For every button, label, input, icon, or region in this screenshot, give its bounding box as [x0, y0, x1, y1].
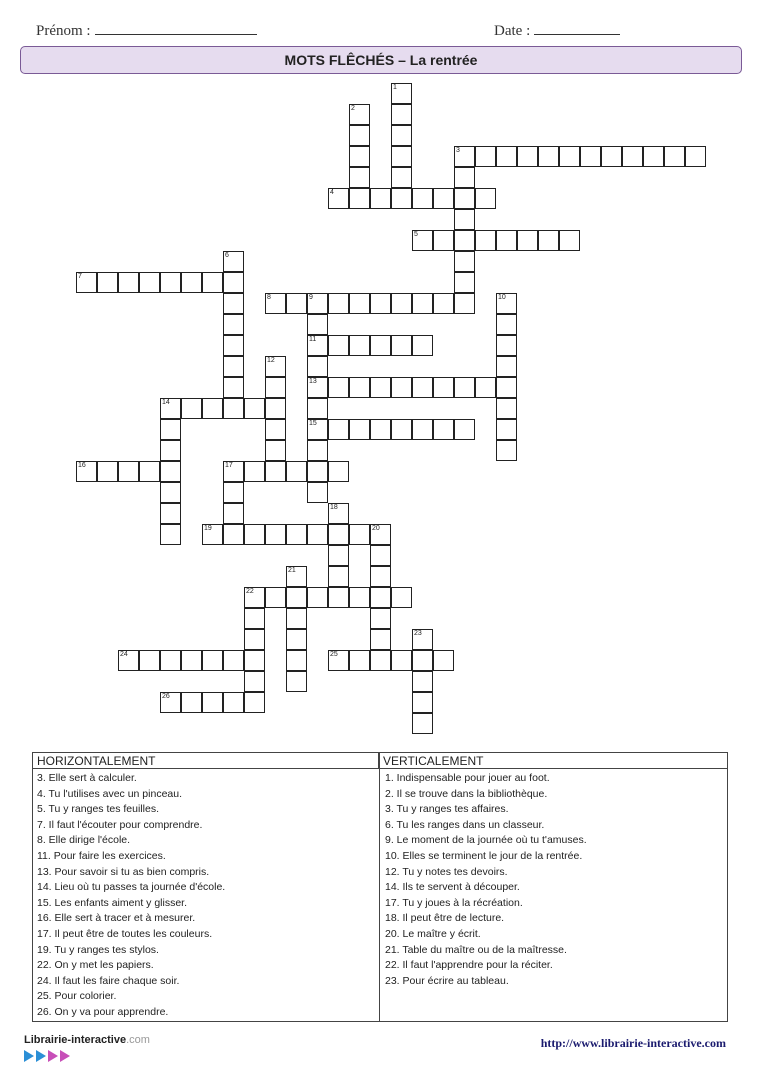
crossword-cell[interactable]	[265, 293, 286, 314]
crossword-cell[interactable]	[349, 335, 370, 356]
crossword-cell[interactable]	[412, 188, 433, 209]
crossword-cell[interactable]	[349, 104, 370, 125]
crossword-cell[interactable]	[307, 524, 328, 545]
crossword-cell[interactable]	[601, 146, 622, 167]
page-title: MOTS FLÊCHÉS – La rentrée	[20, 46, 742, 74]
crossword-cell[interactable]	[328, 566, 349, 587]
crossword-cell[interactable]	[370, 650, 391, 671]
crossword-cell[interactable]	[349, 188, 370, 209]
horizontal-clue: 25. Pour colorier.	[37, 990, 117, 1003]
vertical-clue: 21. Table du maître ou de la maîtresse.	[385, 943, 567, 956]
crossword-cell[interactable]	[97, 272, 118, 293]
crossword-cell[interactable]	[454, 188, 475, 209]
horizontal-clue: 4. Tu l'utilises avec un pinceau.	[37, 787, 183, 800]
crossword-cell[interactable]	[223, 293, 244, 314]
crossword-cell[interactable]	[328, 650, 349, 671]
clue-number: 1	[393, 84, 397, 91]
crossword-cell[interactable]	[202, 650, 223, 671]
clue-number: 5	[414, 231, 418, 238]
crossword-cell[interactable]	[391, 125, 412, 146]
crossword-cell[interactable]	[160, 461, 181, 482]
crossword-cell[interactable]	[160, 650, 181, 671]
crossword-cell[interactable]	[496, 419, 517, 440]
crossword-cell[interactable]	[160, 272, 181, 293]
crossword-cell[interactable]	[391, 188, 412, 209]
crossword-cell[interactable]	[580, 146, 601, 167]
vertical-clue: 14. Ils te servent à découper.	[385, 881, 520, 894]
horizontal-clue: 3. Elle sert à calculer.	[37, 772, 137, 784]
crossword-cell[interactable]	[223, 461, 244, 482]
crossword-cell[interactable]	[475, 230, 496, 251]
crossword-cell[interactable]	[349, 377, 370, 398]
crossword-cell[interactable]	[496, 398, 517, 419]
crossword-cell[interactable]	[160, 419, 181, 440]
crossword-cell[interactable]	[412, 293, 433, 314]
vertical-clue: 10. Elles se terminent le jour de la rentrée.	[385, 849, 583, 862]
vertical-clue: 23. Pour écrire au tableau.	[385, 974, 509, 987]
crossword-cell[interactable]	[370, 545, 391, 566]
horizontal-clue: 17. Il peut être de toutes les couleurs.	[37, 927, 213, 940]
vertical-clue: 3. Tu y ranges tes affaires.	[385, 803, 509, 816]
brand-logo	[24, 1034, 150, 1046]
crossword-cell[interactable]	[391, 419, 412, 440]
crossword-cell[interactable]	[307, 461, 328, 482]
crossword-cell[interactable]	[391, 146, 412, 167]
crossword-cell[interactable]	[244, 608, 265, 629]
crossword-cell[interactable]	[286, 461, 307, 482]
crossword-cell[interactable]	[412, 713, 433, 734]
crossword-cell[interactable]	[286, 293, 307, 314]
crossword-cell[interactable]	[265, 419, 286, 440]
crossword-cell[interactable]	[370, 419, 391, 440]
crossword-cell[interactable]	[370, 524, 391, 545]
crossword-cell[interactable]	[370, 188, 391, 209]
crossword-cell[interactable]	[496, 440, 517, 461]
clue-number: 9	[309, 294, 313, 301]
crossword-cell[interactable]	[181, 272, 202, 293]
crossword-cell[interactable]	[202, 272, 223, 293]
crossword-cell[interactable]	[328, 377, 349, 398]
crossword-cell[interactable]	[370, 608, 391, 629]
crossword-cell[interactable]	[496, 230, 517, 251]
crossword-cell[interactable]	[328, 524, 349, 545]
crossword-cell[interactable]	[139, 272, 160, 293]
crossword-cell[interactable]	[244, 524, 265, 545]
crossword-cell[interactable]	[328, 587, 349, 608]
clue-number: 10	[498, 294, 506, 301]
date-label: Date :	[494, 23, 531, 39]
crossword-cell[interactable]	[349, 524, 370, 545]
horizontal-clue: 7. Il faut l'écouter pour comprendre.	[37, 818, 203, 831]
crossword-cell[interactable]	[370, 335, 391, 356]
crossword-cell[interactable]	[223, 377, 244, 398]
clues-table	[32, 752, 728, 1022]
crossword-cell[interactable]	[286, 566, 307, 587]
crossword-cell[interactable]	[328, 461, 349, 482]
horizontal-clue: 11. Pour faire les exercices.	[37, 849, 166, 862]
horizontal-clue: 26. On y va pour apprendre.	[37, 1005, 169, 1018]
crossword-cell[interactable]	[433, 419, 454, 440]
horizontal-clue: 13. Pour savoir si tu as bien compris.	[37, 865, 210, 878]
crossword-cell[interactable]	[160, 398, 181, 419]
clue-number: 21	[288, 567, 296, 574]
crossword-cell[interactable]	[391, 104, 412, 125]
crossword-cell[interactable]	[307, 482, 328, 503]
crossword-cell[interactable]	[517, 146, 538, 167]
crossword-cell[interactable]	[412, 650, 433, 671]
horizontal-clues-header: HORIZONTALEMENT	[33, 753, 379, 769]
crossword-cell[interactable]	[475, 146, 496, 167]
crossword-cell[interactable]	[433, 377, 454, 398]
clue-number: 18	[330, 504, 338, 511]
horizontal-clue: 22. On y met les papiers.	[37, 959, 154, 972]
crossword-cell[interactable]	[244, 692, 265, 713]
crossword-cell[interactable]	[244, 461, 265, 482]
crossword-cell[interactable]	[139, 461, 160, 482]
crossword-cell[interactable]	[160, 482, 181, 503]
crossword-cell[interactable]	[391, 335, 412, 356]
crossword-cell[interactable]	[475, 188, 496, 209]
clue-number: 3	[456, 147, 460, 154]
crossword-cell[interactable]	[286, 629, 307, 650]
clue-number: 20	[372, 525, 380, 532]
horizontal-clue: 24. Il faut les faire chaque soir.	[37, 974, 180, 987]
crossword-cell[interactable]	[370, 566, 391, 587]
crossword-cell[interactable]	[223, 272, 244, 293]
crossword-cell[interactable]	[202, 524, 223, 545]
crossword-cell[interactable]	[307, 335, 328, 356]
horizontal-clue: 19. Tu y ranges tes stylos.	[37, 943, 159, 956]
clue-number: 4	[330, 189, 334, 196]
crossword-cell[interactable]	[496, 293, 517, 314]
horizontal-clue: 15. Les enfants aiment y glisser.	[37, 896, 187, 909]
crossword-cell[interactable]	[370, 587, 391, 608]
clue-number: 22	[246, 588, 254, 595]
crossword-cell[interactable]	[328, 335, 349, 356]
crossword-cell[interactable]	[391, 83, 412, 104]
crossword-cell[interactable]	[349, 146, 370, 167]
crossword-cell[interactable]	[454, 377, 475, 398]
clue-number: 12	[267, 357, 275, 364]
clue-number: 6	[225, 252, 229, 259]
crossword-cell[interactable]	[370, 629, 391, 650]
crossword-cell[interactable]	[454, 146, 475, 167]
clue-number: 13	[309, 378, 317, 385]
crossword-cell[interactable]	[454, 167, 475, 188]
crossword-cell[interactable]	[160, 692, 181, 713]
crossword-cell[interactable]	[454, 251, 475, 272]
crossword-cell[interactable]	[97, 461, 118, 482]
crossword-cell[interactable]	[685, 146, 706, 167]
crossword-cell[interactable]	[76, 272, 97, 293]
clue-number: 24	[120, 651, 128, 658]
crossword-cell[interactable]	[496, 314, 517, 335]
crossword-cell[interactable]	[307, 377, 328, 398]
vertical-clue: 18. Il peut être de lecture.	[385, 912, 505, 925]
crossword-cell[interactable]	[328, 188, 349, 209]
crossword-cell[interactable]	[454, 272, 475, 293]
crossword-cell[interactable]	[286, 524, 307, 545]
crossword-cell[interactable]	[223, 251, 244, 272]
crossword-cell[interactable]	[244, 650, 265, 671]
crossword-cell[interactable]	[454, 230, 475, 251]
crossword-cell[interactable]	[181, 650, 202, 671]
crossword-cell[interactable]	[328, 545, 349, 566]
crossword-cell[interactable]	[664, 146, 685, 167]
crossword-cell[interactable]	[265, 356, 286, 377]
crossword-cell[interactable]	[223, 503, 244, 524]
crossword-cell[interactable]	[559, 146, 580, 167]
crossword-cell[interactable]	[433, 230, 454, 251]
clue-number: 17	[225, 462, 233, 469]
crossword-cell[interactable]	[412, 230, 433, 251]
crossword-cell[interactable]	[433, 293, 454, 314]
crossword-cell[interactable]	[265, 524, 286, 545]
vertical-clue: 20. Le maître y écrit.	[385, 927, 481, 940]
horizontal-clue: 16. Elle sert à tracer et à mesurer.	[37, 912, 196, 925]
vertical-clue: 9. Le moment de la journée où tu t'amuses.	[385, 834, 587, 847]
crossword-cell[interactable]	[307, 293, 328, 314]
crossword-cell[interactable]	[160, 524, 181, 545]
clue-number: 8	[267, 294, 271, 301]
crossword-cell[interactable]	[433, 650, 454, 671]
crossword-cell[interactable]	[223, 692, 244, 713]
crossword-cell[interactable]	[454, 293, 475, 314]
clue-number: 26	[162, 693, 170, 700]
crossword-cell[interactable]	[412, 335, 433, 356]
crossword-cell[interactable]	[391, 587, 412, 608]
crossword-cell[interactable]	[139, 650, 160, 671]
crossword-cell[interactable]	[496, 356, 517, 377]
crossword-cell[interactable]	[118, 272, 139, 293]
clue-number: 23	[414, 630, 422, 637]
clue-number: 11	[309, 336, 317, 343]
crossword-cell[interactable]	[307, 398, 328, 419]
crossword-cell[interactable]	[286, 587, 307, 608]
crossword-cell[interactable]	[328, 293, 349, 314]
brand-logo-text: Librairie-interactive	[24, 1034, 127, 1046]
crossword-cell[interactable]	[223, 335, 244, 356]
vertical-clue: 1. Indispensable pour jouer au foot.	[385, 772, 550, 784]
crossword-cell[interactable]	[244, 671, 265, 692]
crossword-cell[interactable]	[391, 293, 412, 314]
column-divider	[379, 753, 380, 1021]
crossword-cell[interactable]	[622, 146, 643, 167]
crossword-cell[interactable]	[328, 503, 349, 524]
crossword-cell[interactable]	[412, 671, 433, 692]
crossword-cell[interactable]	[223, 314, 244, 335]
logo-arrows-icon	[24, 1050, 72, 1062]
crossword-cell[interactable]	[349, 650, 370, 671]
clue-number: 14	[162, 399, 170, 406]
crossword-cell[interactable]	[643, 146, 664, 167]
crossword-cell[interactable]	[454, 419, 475, 440]
crossword-cell[interactable]	[475, 377, 496, 398]
crossword-cell[interactable]	[244, 629, 265, 650]
crossword-cell[interactable]	[244, 587, 265, 608]
crossword-cell[interactable]	[76, 461, 97, 482]
horizontal-clues-list	[37, 771, 375, 1021]
vertical-clues-header: VERTICALEMENT	[379, 753, 727, 769]
crossword-cell[interactable]	[496, 335, 517, 356]
crossword-cell[interactable]	[265, 398, 286, 419]
crossword-cell[interactable]	[370, 293, 391, 314]
clue-number: 15	[309, 420, 317, 427]
crossword-cell[interactable]	[223, 356, 244, 377]
crossword-cell[interactable]	[496, 377, 517, 398]
vertical-clue: 12. Tu y notes tes devoirs.	[385, 865, 508, 878]
crossword-cell[interactable]	[412, 419, 433, 440]
crossword-cell[interactable]	[370, 377, 391, 398]
clue-number: 7	[78, 273, 82, 280]
crossword-cell[interactable]	[307, 314, 328, 335]
brand-logo-suffix: .com	[126, 1034, 150, 1046]
crossword-cell[interactable]	[454, 209, 475, 230]
crossword-cell[interactable]	[223, 524, 244, 545]
clue-number: 16	[78, 462, 86, 469]
crossword-cell[interactable]	[181, 692, 202, 713]
crossword-cell[interactable]	[349, 587, 370, 608]
footer-url-link[interactable]: http://www.librairie-interactive.com	[540, 1036, 726, 1050]
crossword-cell[interactable]	[181, 398, 202, 419]
crossword-cell[interactable]	[307, 356, 328, 377]
horizontal-clue: 14. Lieu où tu passes ta journée d'école.	[37, 881, 226, 894]
crossword-cell[interactable]	[307, 440, 328, 461]
crossword-cell[interactable]	[538, 230, 559, 251]
crossword-cell[interactable]	[118, 461, 139, 482]
crossword-cell[interactable]	[307, 587, 328, 608]
crossword-cell[interactable]	[244, 398, 265, 419]
crossword-cell[interactable]	[349, 419, 370, 440]
crossword-cell[interactable]	[349, 125, 370, 146]
vertical-clues-list	[385, 771, 723, 989]
clue-number: 19	[204, 525, 212, 532]
crossword-cell[interactable]	[433, 188, 454, 209]
crossword-cell[interactable]	[265, 440, 286, 461]
crossword-cell[interactable]	[160, 503, 181, 524]
crossword-cell[interactable]	[412, 629, 433, 650]
crossword-cell[interactable]	[349, 167, 370, 188]
crossword-cell[interactable]	[286, 650, 307, 671]
vertical-clue: 6. Tu les ranges dans un classeur.	[385, 818, 545, 831]
crossword-cell[interactable]	[223, 482, 244, 503]
horizontal-clue: 5. Tu y ranges tes feuilles.	[37, 803, 159, 816]
crossword-cell[interactable]	[538, 146, 559, 167]
crossword-cell[interactable]	[265, 587, 286, 608]
clue-number: 25	[330, 651, 338, 658]
crossword-cell[interactable]	[286, 671, 307, 692]
prenom-label: Prénom :	[36, 23, 91, 39]
crossword-cell[interactable]	[412, 692, 433, 713]
crossword-cell[interactable]	[160, 440, 181, 461]
clue-number: 2	[351, 105, 355, 112]
crossword-cell[interactable]	[517, 230, 538, 251]
crossword-cell[interactable]	[265, 377, 286, 398]
horizontal-clue: 8. Elle dirige l'école.	[37, 834, 131, 847]
crossword-cell[interactable]	[391, 650, 412, 671]
crossword-cell[interactable]	[118, 650, 139, 671]
crossword-cell[interactable]	[286, 608, 307, 629]
crossword-cell[interactable]	[391, 167, 412, 188]
crossword-cell[interactable]	[223, 398, 244, 419]
crossword-cell[interactable]	[349, 293, 370, 314]
crossword-cell[interactable]	[202, 398, 223, 419]
crossword-cell[interactable]	[307, 419, 328, 440]
vertical-clue: 17. Tu y joues à la récréation.	[385, 896, 523, 909]
crossword-cell[interactable]	[559, 230, 580, 251]
crossword-cell[interactable]	[496, 146, 517, 167]
crossword-cell[interactable]	[391, 377, 412, 398]
vertical-clue: 2. Il se trouve dans la bibliothèque.	[385, 787, 548, 800]
crossword-cell[interactable]	[328, 419, 349, 440]
crossword-cell[interactable]	[412, 377, 433, 398]
crossword-cell[interactable]	[202, 692, 223, 713]
crossword-cell[interactable]	[223, 650, 244, 671]
crossword-cell[interactable]	[265, 461, 286, 482]
vertical-clue: 22. Il faut l'apprendre pour la réciter.	[385, 959, 553, 972]
